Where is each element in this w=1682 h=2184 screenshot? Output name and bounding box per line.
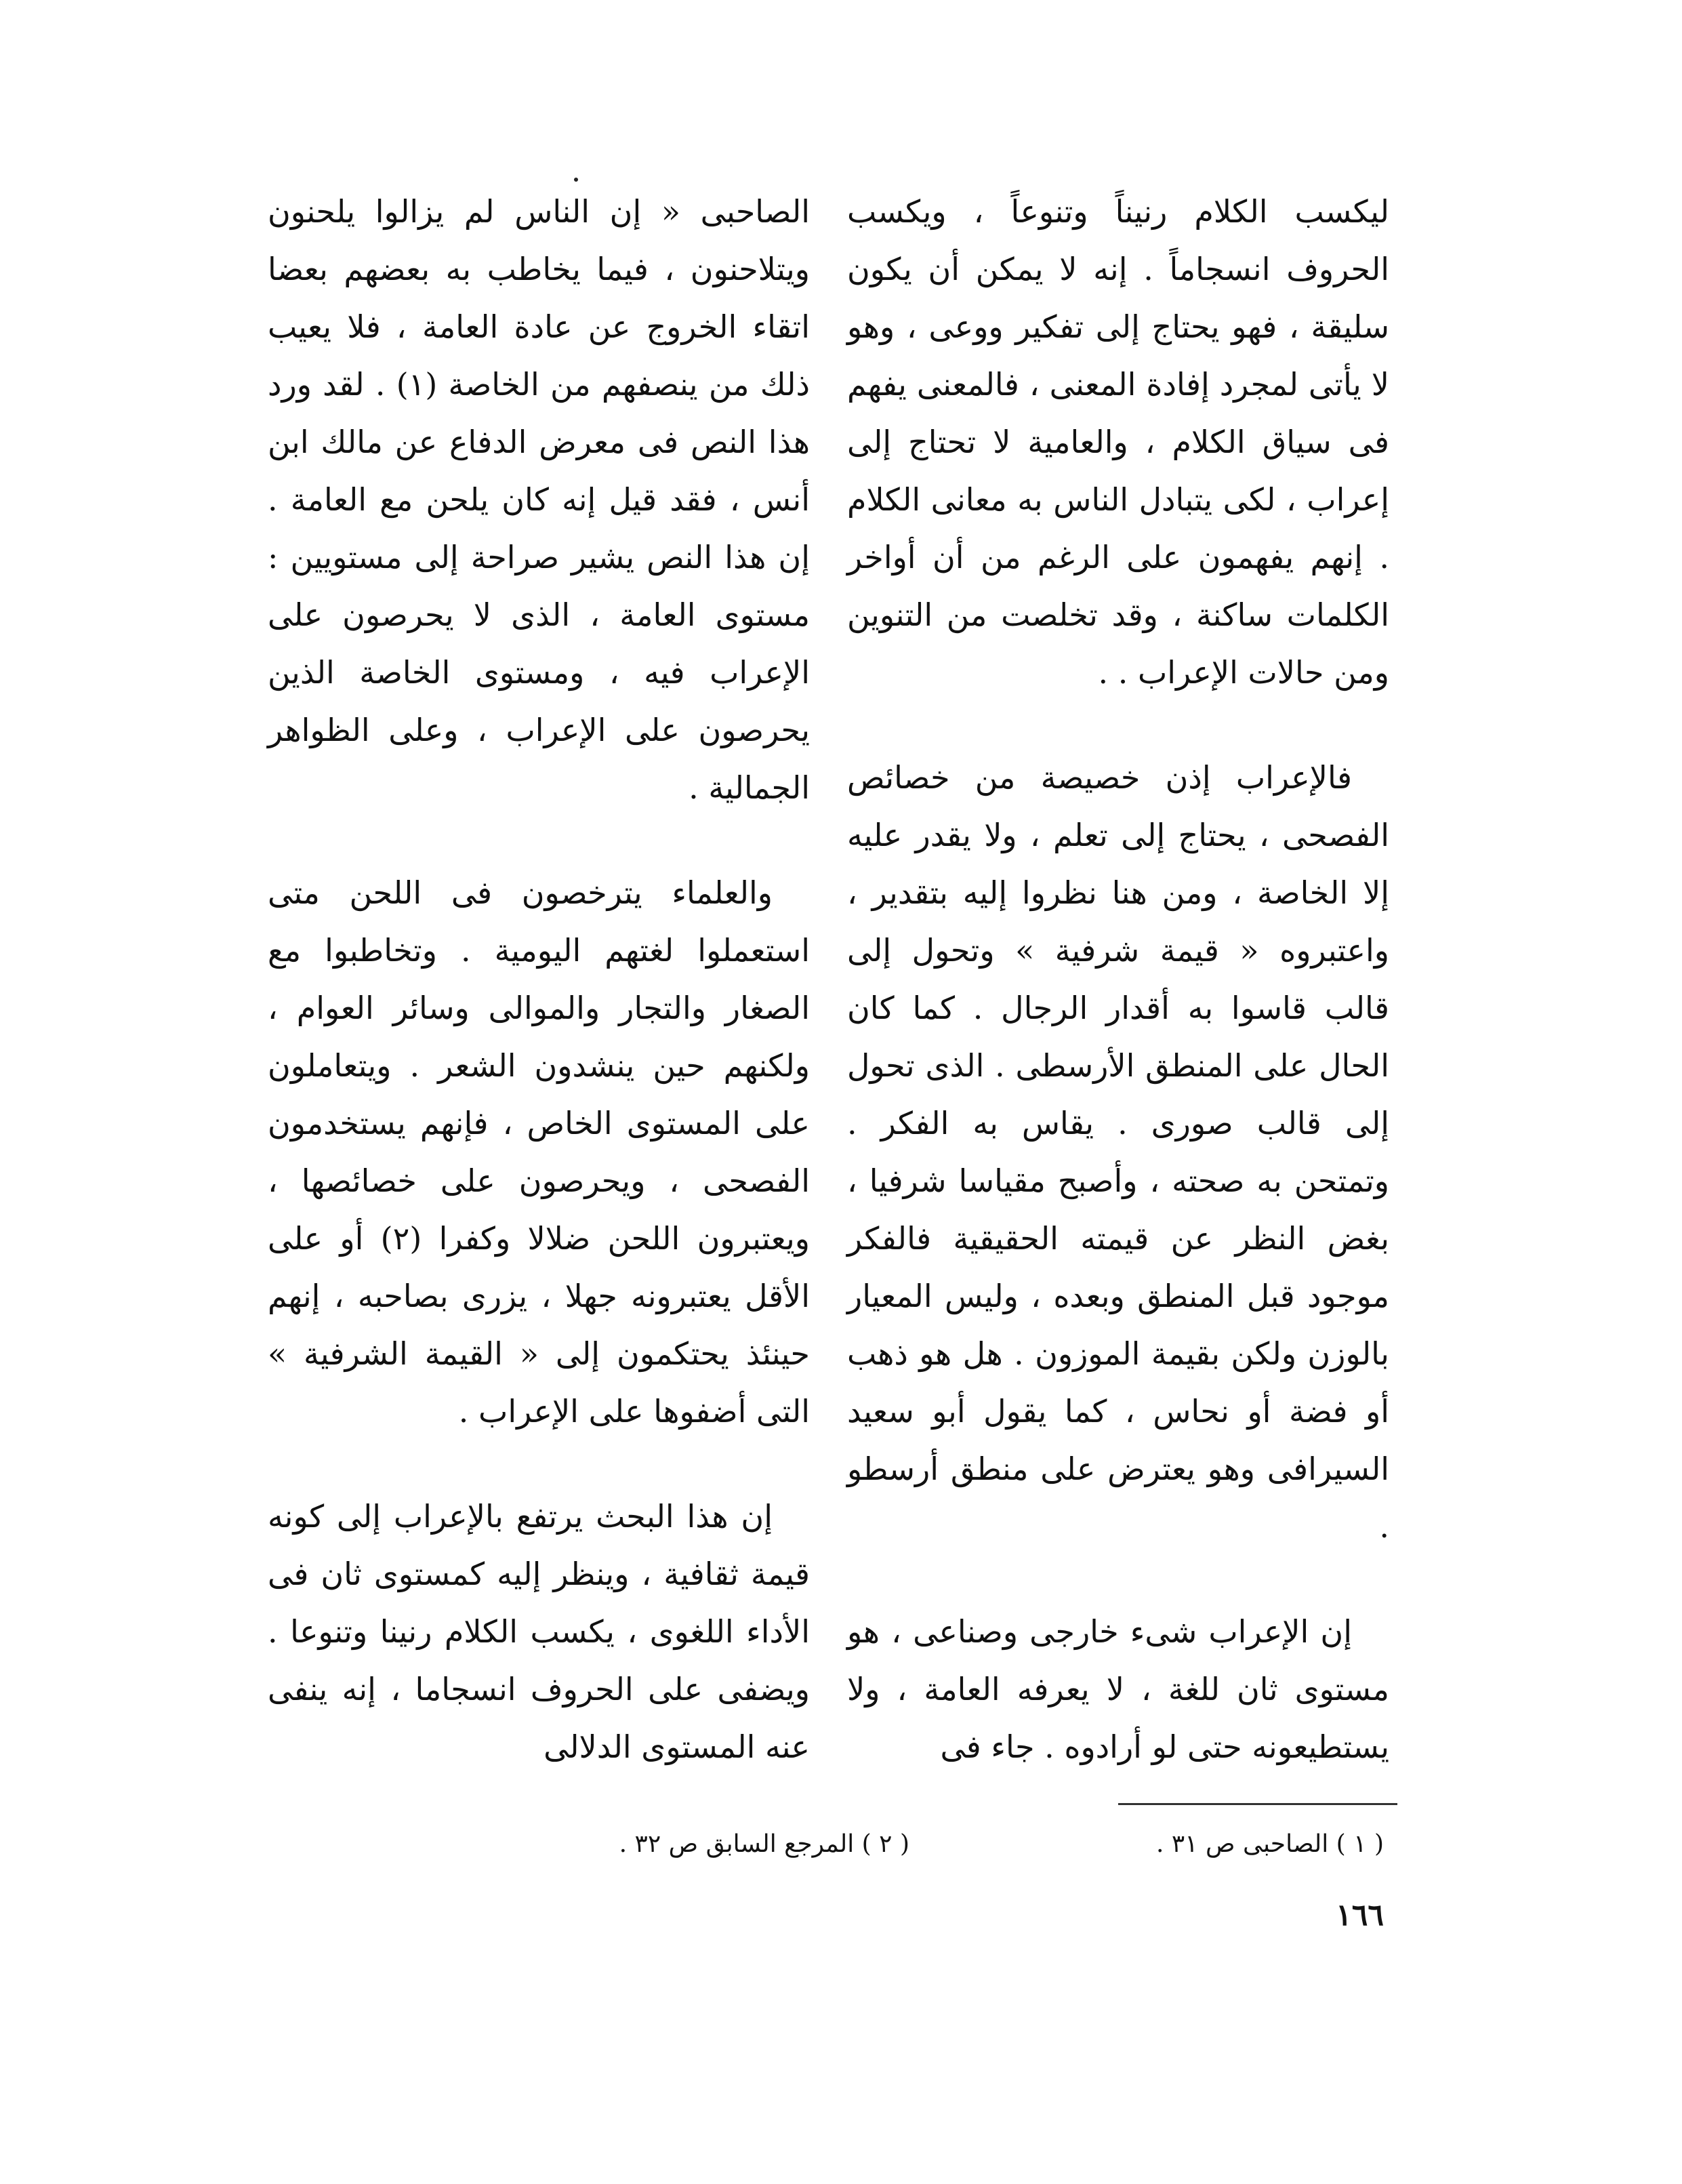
- paragraph: إن الإعراب شىء خارجى وصناعى ، هو مستوى ثان للغة ، لا يعرفه العامة ، ولا يستطيعونه حتى لو أرادوه . جاء فى: [847, 1613, 1389, 1765]
- page-number: ١٦٦: [1336, 1898, 1384, 1933]
- footnote-1: ( ١ ) الصاحبى ص ٣١ .: [1155, 1830, 1384, 1858]
- footnote-2: ( ٢ ) المرجع السابق ص ٣٢ .: [619, 1830, 909, 1858]
- paragraph: الصاحبى « إن الناس لم يزالوا يلحنون ويتلاحنون ، فيما يخاطب به بعضهم بعضا اتقاء الخروج عن عادة العامة ، فلا يعيب ذلك من ينصفهم من الخاصة (١) . لقد ورد هذا النص فى معرض الدفاع عن مالك ابن أنس ، فقد قيل إنه كان يلحن مع العامة . إن هذا النص يشير صراحة إلى مستويين : مستوى العامة ، الذى لا يحرصون على الإعراب فيه ، ومستوى الخاصة الذين يحرصون على الإعراب ، وعلى الظواهر الجمالية .: [268, 193, 810, 806]
- footnote-rule: [1118, 1803, 1397, 1805]
- paragraph: والعلماء يترخصون فى اللحن متى استعملوا لغتهم اليومية . وتخاطبوا مع الصغار والتجار والموالى وسائر العوام ، ولكنهم حين ينشدون الشعر . ويتعاملون على المستوى الخاص ، فإنهم يستخدمون الفصحى ، ويحرصون على خصائصها ، ويعتبرون اللحن ضلالا وكفرا (٢) أو على الأقل يعتبرونه جهلا ، يزرى بصاحبه ، إنهم حينئذ يحتكمون إلى « القيمة الشرفية » التى أضفوها على الإعراب .: [268, 874, 810, 1430]
- left-column: [268, 183, 810, 1776]
- right-column: [847, 183, 1389, 1776]
- paragraph: إن هذا البحث يرتفع بالإعراب إلى كونه قيمة ثقافية ، وينظر إليه كمستوى ثان فى الأداء اللغوى ، يكسب الكلام رنينا وتنوعا . ويضفى على الحروف انسجاما ، إنه ينفى عنه المستوى الدلالى: [268, 1498, 810, 1765]
- page-mark: [574, 178, 578, 182]
- paragraph: فالإعراب إذن خصيصة من خصائص الفصحى ، يحتاج إلى تعلم ، ولا يقدر عليه إلا الخاصة ، ومن هنا نظروا إليه بتقدير ، واعتبروه « قيمة شرفية » وتحول إلى قالب قاسوا به أقدار الرجال . كما كان الحال على المنطق الأرسطى . الذى تحول إلى قالب صورى . يقاس به الفكر . وتمتحن به صحته ، وأصبح مقياسا شرفيا ، بغض النظر عن قيمته الحقيقية فالفكر موجود قبل المنطق وبعده ، وليس المعيار بالوزن ولكن بقيمة الموزون . هل هو ذهب أو فضة أو نحاس ، كما يقول أبو سعيد السيرافى وهو يعترض على منطق أرسطو .: [847, 759, 1389, 1545]
- paragraph: ليكسب الكلام رنيناً وتنوعاً ، ويكسب الحروف انسجاماً . إنه لا يمكن أن يكون سليقة ، فهو يحتاج إلى تفكير ووعى ، وهو لا يأتى لمجرد إفادة المعنى ، فالمعنى يفهم فى سياق الكلام ، والعامية لا تحتاج إلى إعراب ، لكى يتبادل الناس به معانى الكلام . إنهم يفهمون على الرغم من أن أواخر الكلمات ساكنة ، وقد تخلصت من التنوين ومن حالات الإعراب . .: [847, 193, 1389, 691]
